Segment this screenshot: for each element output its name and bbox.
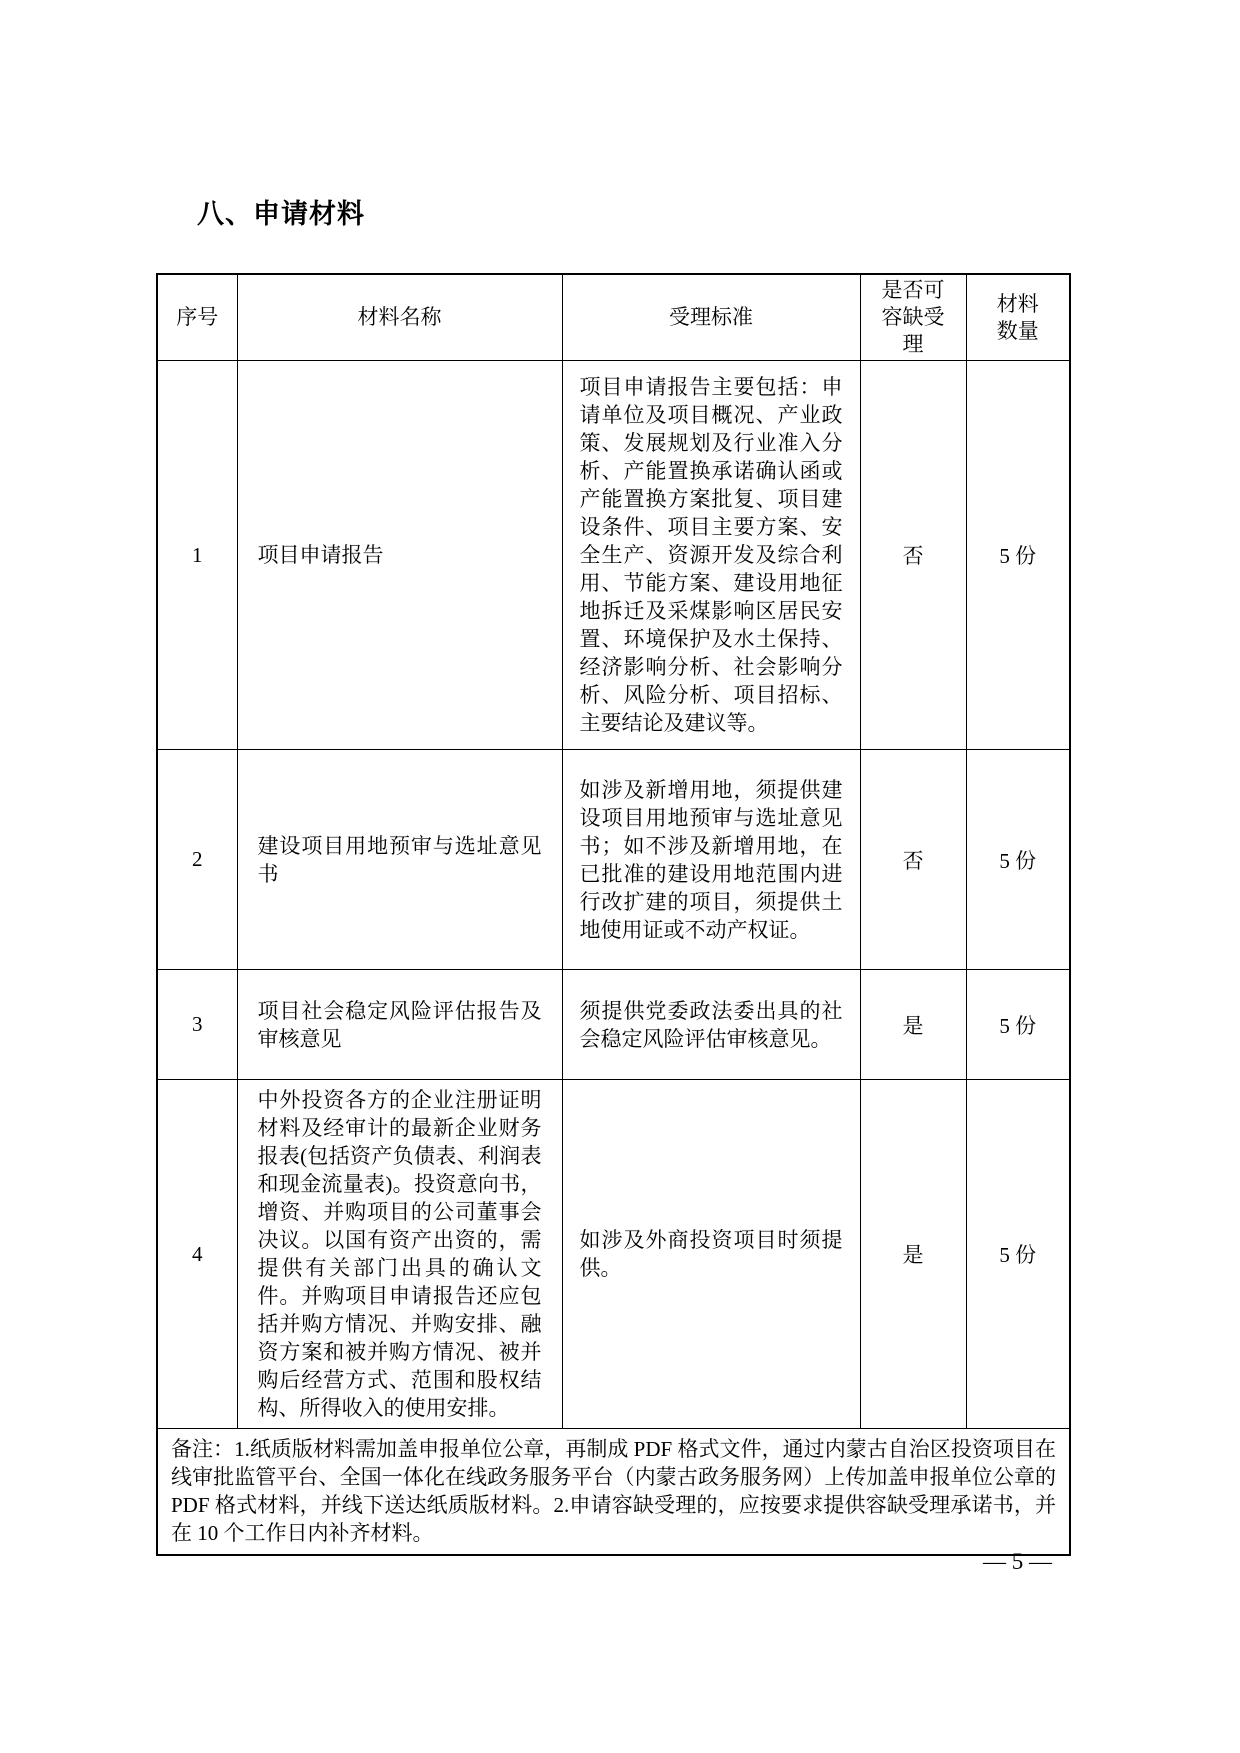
application-materials-table (156, 273, 1071, 1556)
cell-quantity: 5 份 (966, 970, 1070, 1080)
cell-acceptance-standard: 项目申请报告主要包括：申请单位及项目概况、产业政策、发展规划及行业准入分析、产能置换承诺确认函或产能置换方案批复、项目建设条件、项目主要方案、安全生产、资源开发及综合利用、节能方案、建设用地征地拆迁及采煤影响区居民安置、环境保护及水土保持、经济影响分析、社会影响分析、风险分析、项目招标、主要结论及建议等。 (562, 361, 860, 750)
cell-acceptance-standard: 如涉及外商投资项目时须提供。 (562, 1080, 860, 1429)
table-row (157, 750, 1070, 970)
cell-quantity: 5 份 (966, 361, 1070, 750)
cell-seq: 2 (157, 750, 237, 970)
cell-seq: 4 (157, 1080, 237, 1429)
cell-quantity: 5 份 (966, 750, 1070, 970)
cell-material-name: 项目社会稳定风险评估报告及审核意见 (237, 970, 562, 1080)
column-header-deferrable: 是否可容缺受理 (860, 274, 966, 361)
cell-quantity: 5 份 (966, 1080, 1070, 1429)
section-title: 八、申请材料 (197, 199, 365, 229)
table-row (157, 1080, 1070, 1429)
cell-deferrable: 否 (860, 750, 966, 970)
cell-material-name: 中外投资各方的企业注册证明材料及经审计的最新企业财务报表(包括资产负债表、利润表和现金流量表)。投资意向书，增资、并购项目的公司董事会决议。以国有资产出资的，需提供有关部门出具的确认文件。并购项目申请报告还应包括并购方情况、并购安排、融资方案和被并购方情况、被并购后经营方式、范围和股权结构、所得收入的使用安排。 (237, 1080, 562, 1429)
cell-acceptance-standard: 如涉及新增用地，须提供建设项目用地预审与选址意见书；如不涉及新增用地，在已批准的建设用地范围内进行改扩建的项目，须提供土地使用证或不动产权证。 (562, 750, 860, 970)
table-note-row (157, 1429, 1070, 1555)
note-cell: 备注：1.纸质版材料需加盖申报单位公章，再制成 PDF 格式文件，通过内蒙古自治区投资项目在线审批监管平台、全国一体化在线政务服务平台（内蒙古政务服务网）上传加盖申报单位公章的 PDF 格式材料，并线下送达纸质版材料。2.申请容缺受理的，应按要求提供容缺受理承诺书，并在 10 个工作日内补齐材料。 (157, 1429, 1070, 1555)
cell-material-name: 项目申请报告 (237, 361, 562, 750)
cell-acceptance-standard: 须提供党委政法委出具的社会稳定风险评估审核意见。 (562, 970, 860, 1080)
table-row (157, 361, 1070, 750)
cell-deferrable: 是 (860, 1080, 966, 1429)
table-row (157, 970, 1070, 1080)
cell-seq: 1 (157, 361, 237, 750)
cell-deferrable: 是 (860, 970, 966, 1080)
cell-seq: 3 (157, 970, 237, 1080)
table-header-row (157, 274, 1070, 361)
cell-material-name: 建设项目用地预审与选址意见书 (237, 750, 562, 970)
page-number: — 5 — (983, 1549, 1052, 1574)
column-header-acceptance-standard: 受理标准 (562, 274, 860, 361)
column-header-quantity: 材料数量 (966, 274, 1070, 361)
column-header-material-name: 材料名称 (237, 274, 562, 361)
cell-deferrable: 否 (860, 361, 966, 750)
column-header-seq: 序号 (157, 274, 237, 361)
